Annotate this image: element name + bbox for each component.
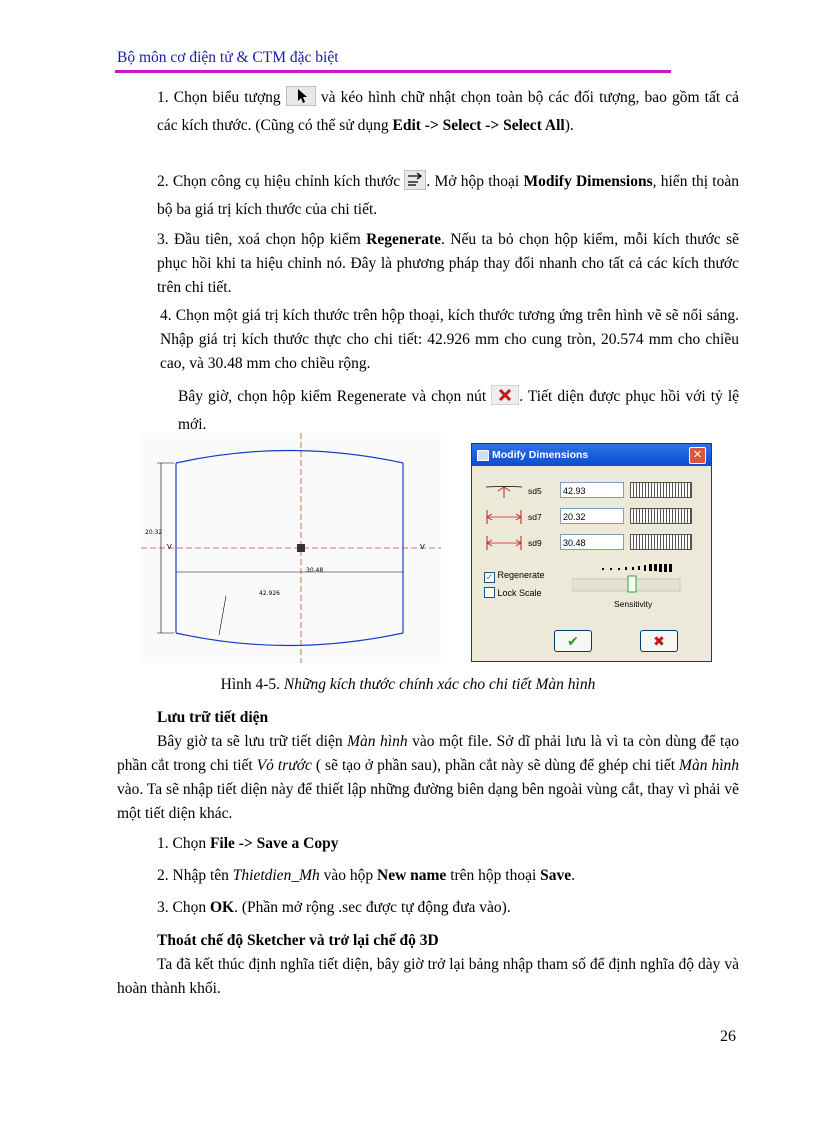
- cancel-button[interactable]: ✖: [640, 630, 678, 652]
- sketch-drawing: [141, 433, 441, 663]
- sd9-thumbwheel[interactable]: [630, 534, 692, 550]
- step-4: 4. Chọn một giá trị kích thước trên hộp thoại, kích thước tương ứng trên hình vẽ sẽ nổi sáng. Nhập giá trị kích thước thực cho chi tiết: 42.926 mm cho cung tròn, 20.574 mm cho chiều cao, và 30.48 mm cho chiều rộng.: [160, 307, 740, 372]
- ok-button[interactable]: ✔: [554, 630, 592, 652]
- save-step-2: 2. Nhập tên Thietdien_Mh vào hộp New name trên hộp thoại Save.: [157, 867, 576, 884]
- select-arrow-icon: [286, 86, 316, 114]
- modify-dimensions-dialog: Modify Dimensions ✕ sd5 42.93 sd7 20.32 sd9 30.48 ✓ Regenerate Lock Scale Sensitivity ✔ ✖: [471, 443, 712, 662]
- section-heading-exit: Thoát chế độ Sketcher và trở lại chế độ 3D: [157, 932, 439, 949]
- section-save-paragraph: Bây giờ ta sẽ lưu trữ tiết diện Màn hình vào một file. Sở dĩ phải lưu là vì ta còn dùng để tạo phần cắt trong chi tiết Vỏ trước ( sẽ tạo ở phần sau), phần cắt này sẽ dùng để ghép chi tiết Màn hình vào. Ta sẽ nhập tiết diện này để thiết lập những đường biên dạng bên ngoài vùng cắt, thay vì phải vẽ một tiết diện khác.: [117, 733, 740, 822]
- page-header: Bộ môn cơ điện tử & CTM đặc biệt: [117, 49, 339, 66]
- page-number: 26: [720, 1028, 736, 1045]
- sensitivity-label: Sensitivity: [614, 599, 653, 609]
- step-2: 2. Chọn công cụ hiệu chỉnh kích thước . Mở hộp thoại Modify Dimensions, hiển thị toàn bộ ba giá trị kích thước của chi tiết.: [157, 170, 739, 222]
- linear-dimension-icon: [484, 508, 524, 526]
- dim-arc-label: 42.926: [259, 590, 280, 597]
- sd9-input[interactable]: 30.48: [560, 534, 624, 550]
- v-marker-left: V: [167, 543, 172, 551]
- figure-caption: Hình 4-5. Những kích thước chính xác cho chi tiết Màn hình: [220, 676, 596, 693]
- regenerate-checkbox[interactable]: ✓ Regenerate: [485, 570, 545, 582]
- close-x-icon: [491, 385, 519, 413]
- v-marker-right: V: [420, 543, 425, 551]
- sd7-thumbwheel[interactable]: [630, 508, 692, 524]
- check-icon: ✓: [485, 572, 494, 582]
- save-step-1: 1. Chọn File -> Save a Copy: [157, 835, 339, 852]
- now-paragraph: Bây giờ, chọn hộp kiểm Regenerate và chọn nút . Tiết diện được phục hồi với tỷ lệ mới.: [178, 385, 739, 437]
- modify-dimension-icon: [404, 170, 426, 198]
- sd7-input[interactable]: 20.32: [560, 508, 624, 524]
- step-1: 1. Chọn biểu tượng và kéo hình chữ nhật chọn toàn bộ các đối tượng, bao gồm tất cả các kích thước. (Cũng có thể sử dụng Edit -> Select -> Select All).: [157, 86, 739, 138]
- header-rule: [115, 70, 671, 73]
- dialog-titlebar: [472, 444, 711, 466]
- linear-dimension-icon: [484, 534, 524, 552]
- save-step-3: 3. Chọn OK. (Phần mở rộng .sec được tự động đưa vào).: [157, 899, 511, 916]
- section-exit-paragraph: Ta đã kết thúc định nghĩa tiết diện, bây giờ trở lại bảng nhập tham số để định nghĩa độ dày và hoàn thành khối.: [117, 956, 739, 997]
- section-heading-save: Lưu trữ tiết diện: [157, 709, 269, 726]
- dialog-close-button[interactable]: ✕: [689, 447, 706, 464]
- lock-scale-checkbox[interactable]: Lock Scale: [484, 587, 542, 598]
- dim-width-label: 30.48: [306, 567, 324, 574]
- sd5-thumbwheel[interactable]: [630, 482, 692, 498]
- dialog-title: Modify Dimensions: [492, 449, 589, 461]
- dim-height-label: 20.32: [145, 529, 163, 536]
- step-3: 3. Đầu tiên, xoá chọn hộp kiểm Regenerate. Nếu ta bỏ chọn hộp kiểm, mỗi kích thước sẽ phục hồi khi ta hiệu chỉnh nó. Đây là phương pháp thay đổi nhanh cho tất cả các kích thước trên chi tiết.: [157, 231, 739, 296]
- sd5-input[interactable]: 42.93: [560, 482, 624, 498]
- arc-dimension-icon: [484, 482, 524, 500]
- window-icon: [477, 450, 489, 461]
